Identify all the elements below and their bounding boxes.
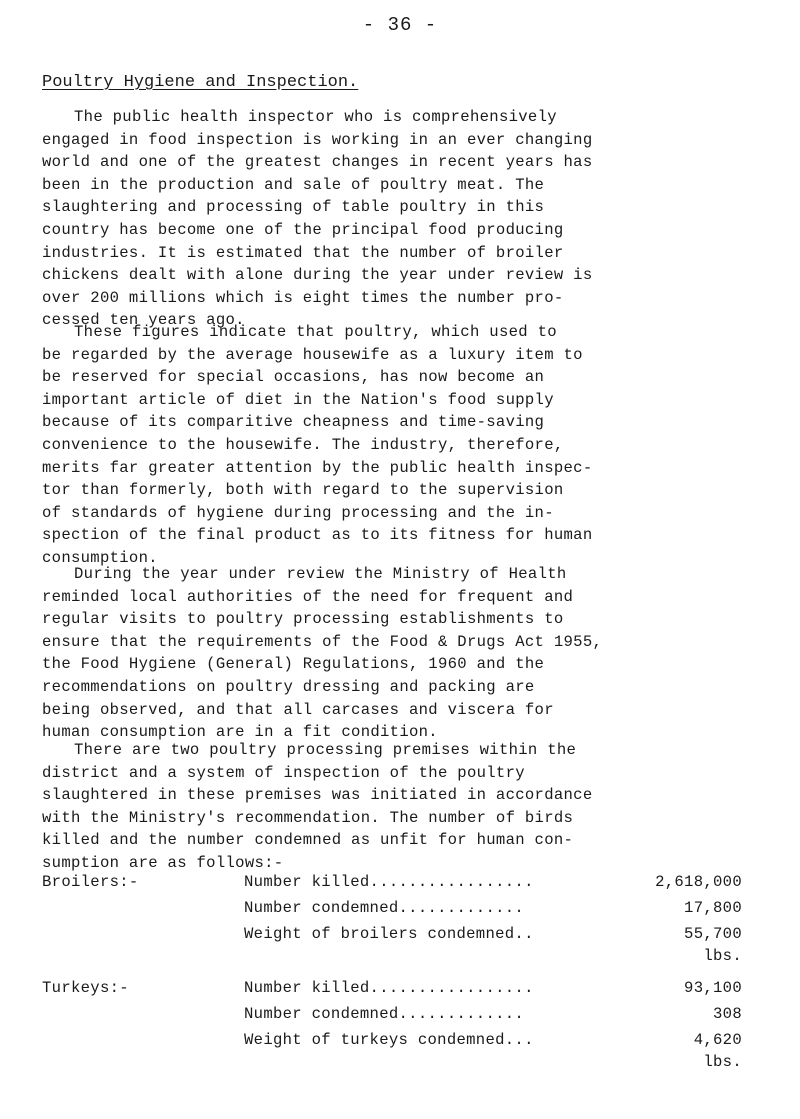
text-line: be reserved for special occasions, has now become an bbox=[42, 368, 545, 387]
row-label: Weight of turkeys condemned... bbox=[244, 1031, 534, 1049]
text-line: the Food Hygiene (General) Regulations, 1960 and the bbox=[42, 655, 545, 674]
text-line: sumption are as follows:- bbox=[42, 853, 284, 872]
paragraph-3 bbox=[42, 563, 762, 744]
text-line: The public health inspector who is comprehensively bbox=[74, 108, 557, 126]
table-row bbox=[42, 979, 742, 1003]
row-value: 55,700 bbox=[684, 925, 742, 943]
row-unit: lbs. bbox=[703, 947, 742, 965]
row-value: 93,100 bbox=[684, 979, 742, 997]
paragraph-4 bbox=[42, 739, 762, 875]
text-line: During the year under review the Ministry of Health bbox=[74, 565, 567, 583]
text-line: over 200 millions which is eight times the number pro- bbox=[42, 288, 564, 307]
paragraph-1 bbox=[42, 106, 762, 332]
text-line: recommendations on poultry dressing and packing are bbox=[42, 677, 535, 696]
text-line: be regarded by the average housewife as a luxury item to bbox=[42, 345, 583, 364]
text-line: world and one of the greatest changes in recent years has bbox=[42, 153, 593, 172]
text-line: of standards of hygiene during processing and the in- bbox=[42, 503, 554, 522]
table-row bbox=[42, 873, 742, 897]
text-line: reminded local authorities of the need for frequent and bbox=[42, 587, 574, 606]
paragraph-2 bbox=[42, 321, 762, 570]
row-label: Number killed................. bbox=[244, 873, 534, 891]
table-row bbox=[42, 899, 742, 923]
text-line: cessed ten years ago. bbox=[42, 311, 245, 330]
row-label: Weight of broilers condemned.. bbox=[244, 925, 534, 943]
text-line: tor than formerly, both with regard to the supervision bbox=[42, 481, 564, 500]
row-label: Number condemned............. bbox=[244, 899, 525, 917]
text-line: district and a system of inspection of the poultry bbox=[42, 763, 525, 782]
table-row bbox=[42, 1005, 742, 1029]
text-line: ensure that the requirements of the Food & Drugs Act 1955, bbox=[42, 632, 603, 651]
text-line: country has become one of the principal food producing bbox=[42, 220, 564, 239]
text-line: been in the production and sale of poultry meat. The bbox=[42, 175, 545, 194]
category-label-turkeys: Turkeys:- bbox=[42, 979, 129, 997]
text-line: because of its comparitive cheapness and time-saving bbox=[42, 413, 545, 432]
text-line: with the Ministry's recommendation. The number of birds bbox=[42, 808, 574, 827]
row-value: 17,800 bbox=[684, 899, 742, 917]
text-line: killed and the number condemned as unfit for human con- bbox=[42, 831, 574, 850]
text-line: human consumption are in a fit condition. bbox=[42, 723, 438, 742]
row-value: 308 bbox=[713, 1005, 742, 1023]
page-number: - 36 - bbox=[362, 14, 438, 36]
text-line: These figures indicate that poultry, which used to bbox=[74, 323, 557, 341]
section-heading: Poultry Hygiene and Inspection. bbox=[42, 73, 359, 92]
table-row bbox=[42, 1031, 742, 1071]
text-line: engaged in food inspection is working in an ever changing bbox=[42, 130, 593, 149]
table-row bbox=[42, 925, 742, 965]
text-line: chickens dealt with alone during the year under review is bbox=[42, 266, 593, 285]
text-line: There are two poultry processing premises within the bbox=[74, 741, 577, 759]
text-line: industries. It is estimated that the number of broiler bbox=[42, 243, 564, 262]
row-label: Number condemned............. bbox=[244, 1005, 525, 1023]
text-line: consumption. bbox=[42, 548, 158, 567]
row-unit: lbs. bbox=[703, 1053, 742, 1071]
row-label: Number killed................. bbox=[244, 979, 534, 997]
text-line: slaughtered in these premises was initiated in accordance bbox=[42, 786, 593, 805]
row-value: 4,620 bbox=[693, 1031, 742, 1049]
text-line: spection of the final product as to its fitness for human bbox=[42, 526, 593, 545]
row-value: 2,618,000 bbox=[655, 873, 742, 891]
text-line: slaughtering and processing of table poultry in this bbox=[42, 198, 545, 217]
text-line: merits far greater attention by the public health inspec- bbox=[42, 458, 593, 477]
text-line: being observed, and that all carcases and viscera for bbox=[42, 700, 554, 719]
text-line: regular visits to poultry processing establishments to bbox=[42, 610, 564, 629]
text-line: important article of diet in the Nation's food supply bbox=[42, 390, 554, 409]
category-label-broilers: Broilers:- bbox=[42, 873, 139, 891]
text-line: convenience to the housewife. The industry, therefore, bbox=[42, 435, 564, 454]
